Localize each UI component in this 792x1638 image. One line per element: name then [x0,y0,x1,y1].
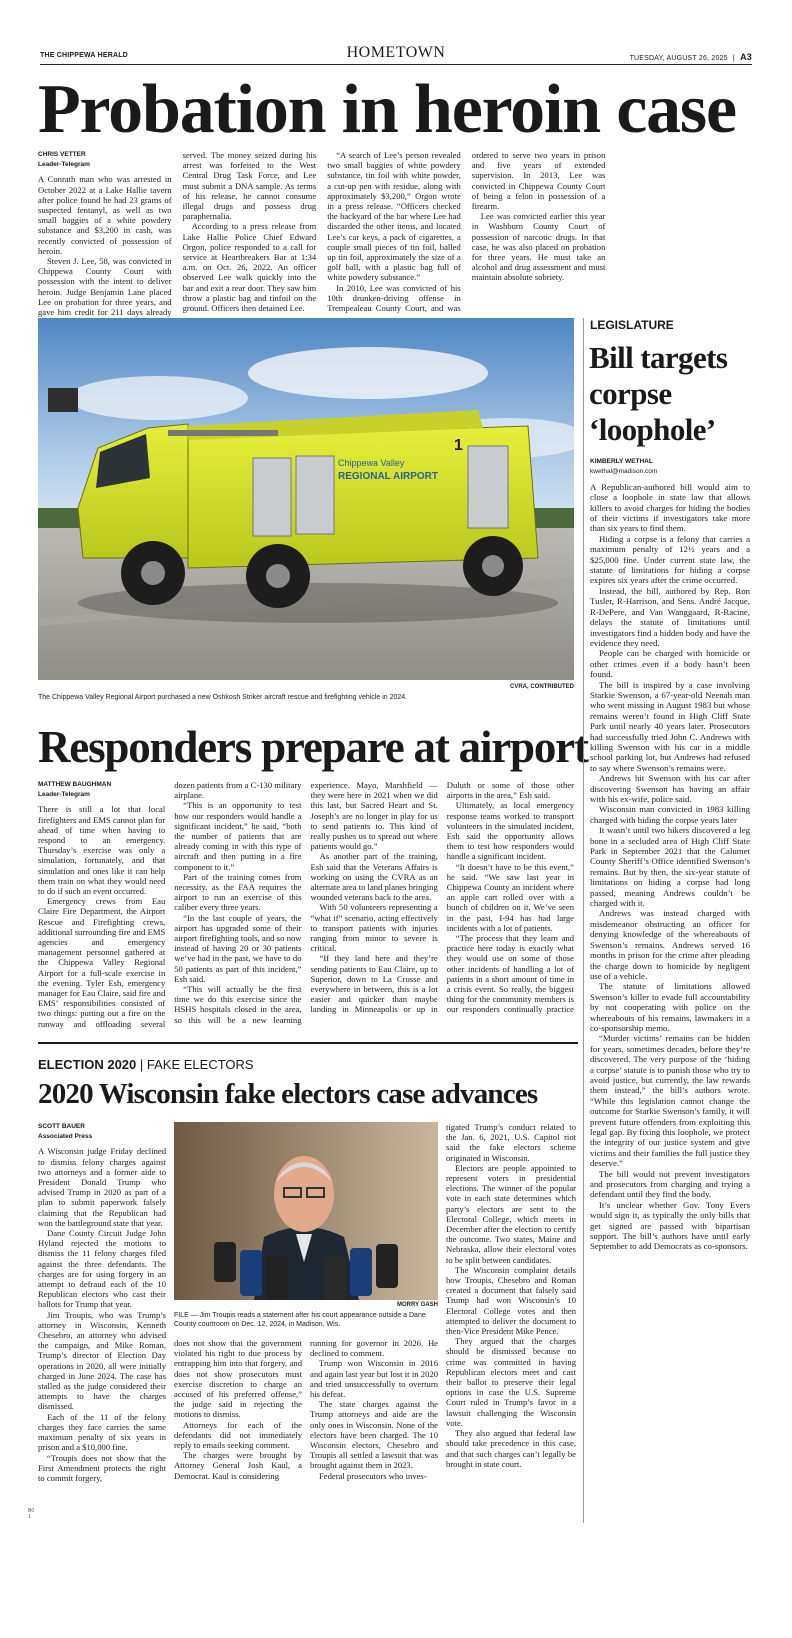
issue-date: TUESDAY, AUGUST 26, 2025 [629,55,728,62]
paragraph: Attorneys for each of the defendants did not immediately reply to emails seeking comment. [174,1419,302,1451]
paragraph: Emergency crews from Eau Claire Fire Department, the Airport Rescue and Firefighting crews, additional surrounding fire and EMS agencies and emergency management personnel gathered at the Chippewa Valley Regional Airport for a full-scale exercise in the evening. Tyler Esh, emergency manager for Eau Claire, said fire and EMS’ responsibilities consisted of two things: putting out a fire on the runway and offloading several dozen patients from a C-130 military airplane. [38,780,302,1029]
paragraph: The state charges against the Trump attorneys and aide are the only ones in Wisconsin. None of the electors have been charged. The 10 Wisconsin electors, Chesebro and Troupis all settled a lawsuit that was brought against them in 2023. [310,1399,438,1471]
paragraph: Dane County Circuit Judge John Hyland rejected the motions to dismiss the 11 felony charges filed against the three defendants. The charges are for using forgery in an attempt to defraud each of the 10 Republican electors who cast their ballots for Trump that year. [38,1228,166,1310]
byline-org: Leader-Telegram [38,791,90,799]
kicker-bold: ELECTION 2020 [38,1057,137,1072]
hubcap [266,564,290,588]
paragraph: “Troupis does not show that the First Amendment protects the right to commit forgery, [38,1452,166,1483]
byline-name: SCOTT BAUER [38,1123,85,1130]
cloud [248,347,488,399]
paragraph: In 2010, Lee was convicted of his 10th drunken-driving offense in Trempealeau County Court, and was ordered to serve two years in prison and five years of extended supervision. In 2013, Lee was convicted in Chippewa County Court of being a felon in possession of a firearm. [327,150,606,314]
paragraph: “In the last couple of years, the airport has upgraded some of their airport firefighting tools, and so now instead of having 20 or 30 patients we’ve had in the past, we have to do 50 patients as part of this incident,” Esh said. [174,912,302,984]
paragraph: As another part of the training, Esh said that the Veterans Affairs is working on using the CVRA as an alternate area to land planes bringing wounded veterans back to the area. [310,851,438,903]
paragraph: “A search of Lee’s person revealed two small baggies of white powdery substance, tin foil with white powder, a cut-up pen with residue, along with approximately $3,200,” Orgon wrote in a press release. “Officers checked the backyard of the bar where Lee had discarded the other items, and located Lee’s car keys, a pack of cigarettes, a couple small pieces of tin foil, balled up tin foil, approximately the size of a golf ball, with a plastic bag full of white powdery substance.” [327,150,461,283]
paragraph: “Murder victims’ remains can be hidden for years, sometimes decades, before they’re discovered. The very purpose of the ‘hiding a corpse’ statute is to punish those who try to avoid justice, but currently, the law rewards them instead,” the bill’s authors wrote. “While this legislation cannot change the outcome for Starkie Swenson’s family, it will prevent future offenders from exploiting this legal gap. By fixing this loophole, we protect the integrity of our justice system and give victims and their families the full justice they deserve.” [590,1033,750,1169]
byline-name: KIMBERLY WETHAL [590,458,653,465]
truck-number: 1 [454,437,463,454]
electors-col-1 [38,1122,166,1526]
masthead-rule [40,64,752,65]
sidebar-rule [583,318,584,1523]
paragraph: It’s unclear whether Gov. Tony Evers would sign it, as typically the only bills that get signed are passed with bipartisan support. The bill’s authors have until early September to add Democrats as co-sponsors. [590,1199,750,1252]
paragraph: Lee was convicted earlier this year in Washburn County Court of possession of narcotic drugs. In that case, he was also placed on probation for three years. He must take an alcohol and drug assessment and must maintain absolute sobriety. [471,211,606,283]
paragraph: Steven J. Lee, 58, was convicted in Chippewa County Court with possession with the intent to deliver heroin. Judge Benjamin Lane placed Lee on probation for three years, and gave him credit for 211 days already served. The money seized during his arrest was forfeited to the West Central Drug Task Force, and Lee must submit a DNA sample. As terms of his release, he cannot consume illegal drugs and possess drug paraphernalia. [38,150,317,318]
page-code-line: 1 [28,1514,31,1520]
page-code [28,1508,34,1520]
story-airport [38,780,574,1030]
paragraph: Federal prosecutors who inves- [319,1470,427,1481]
troupis-photo [174,1122,438,1300]
byline-name: MATTHEW BAUGHMAN [38,781,112,788]
electors-col-2-body [174,1338,302,1481]
paragraph: Instead, the bill, authored by Rep. Ron Tusler, R-Harrison, and Sens. André Jacque, R-DePere, and Van Wanggaard, R-Racine, delays the statute of limitations until investigators find a hidden body and have the evidence they need. [590,585,750,648]
compartment-door [468,446,508,528]
byline-org: Leader-Telegram [38,161,90,169]
kicker-separator: | [139,1057,144,1072]
truck-logo-line2: REGIONAL AIRPORT [338,471,439,482]
compartment-door [253,458,291,536]
truck-logo-line1: Chippewa Valley [338,458,405,468]
photo-caption: FILE — Jim Troupis reads a statement after his court appearance outside a Dane County courtroom on Dec. 12, 2024, in Madison, Wis. [174,1312,426,1328]
paragraph: does not show that the government violated his right to due process by entrapping him into that forgery, and does not show prosecutors must exercise discretion to charge an accused of his preferred offense,” the judge said in rejecting the motions to dismiss. [174,1338,302,1420]
photo-credit: CVRA, CONTRIBUTED [510,684,574,690]
story-corpse-body [590,457,750,1252]
paragraph: According to a press release from Lake Hallie Police Chief Edward Orgon, police responded to a call for service at Heartbreakers Bar at 1:34 a.m. on Oct. 26, 2022. An officer observed Lee walk quickly into the bar and exit a rear door. They saw him throw a plastic bag and tinfoil on the ground. Officers then detained Lee. [182,221,317,314]
paragraph: With 50 volunteers representing a “what if” scenario, acting effectively to transport patients with injuries ranging from minor to severe is critical. [310,902,438,954]
paragraph: Hiding a corpse is a felony that carries a maximum penalty of 12½ years and a $25,000 fine. Under current state law, the statute of limitations for hiding a corpse expires six years after the crime occurred. [590,533,750,586]
paragraph: “This is an opportunity to test how our responders would handle a significant incident,” he said, “both the number of patients that are already coming in with this type of aircraft and then putting in a fire component to it.” [174,800,302,872]
election-kicker [38,1057,254,1072]
paragraph: The Wisconsin complaint details how Troupis, Chesebro and Roman created a document that falsely said Trump had won Wisconsin’s 10 Electoral College votes and then attempted to deliver the document to then-Vice President Mike Pence. [446,1264,576,1337]
electors-headline: 2020 Wisconsin fake electors case advances [38,1078,538,1110]
paragraph: It wasn’t until two hikers discovered a leg bone in a secluded area of High Cliff State Park in September 2021 that the Calumet County Sheriff’s Office identified Swenson’s remains. But by then, the six-year statute of limitations on hiding a corpse had long passed, meaning Andrews couldn’t be charged with it. [590,825,750,909]
electors-col-1-body [38,1122,166,1483]
paragraph: Jim Troupis, who was Trump’s attorney in Wisconsin, Kenneth Chesebro, an attorney who advised the campaign, and Mike Roman, Trump’s director of Election Day operations in 2020, all were initially charged in June 2024. The case has stalled as the judge considered their attempts to have the charges dismissed. [38,1309,166,1412]
paragraph: A Wisconsin judge Friday declined to dismiss felony charges against two attorneys and a former aide to President Donald Trump who advised Trump in 2020 as part of a plan to submit paperwork falsely claiming that the Republican had won the battleground state that year. [38,1146,166,1228]
paragraph: “It doesn’t have to be this event,” he said. “We saw last year in Chippewa County an incident where an apple cart rolled over with a bunch of children on it. We’ve seen in the past, I-94 has had large incidents with a lot of patients. [446,861,574,933]
paragraph: People can be charged with homicide or other crimes even if a body hasn’t been found. [590,648,750,680]
electors-col-3-body [310,1338,438,1481]
paragraph: “This will actually be the first time we do this exercise since the HSHS hospitals closed in the area, so this will be a new learning experience. Mayo, Marshfield — they were here in 2021 when we did this last, but Sacred Heart and St. Joseph’s are no longer in play for us to send patients to. This kind of really pushes us to spread out where patients would go.” [174,780,438,1025]
photo-credit: MORRY GASH [396,1302,438,1308]
story-corpse [590,457,750,1526]
paragraph: They also argued that federal law should take precedence in this case, and that such charges can’t legally be brought in state court. [446,1428,576,1469]
hubcap [141,561,165,585]
paragraph: The bill would not prevent investigators and prosecutors from charging and trying a defendant until they find the body. [590,1168,750,1200]
electors-col-3 [310,1338,438,1526]
paragraph: Part of the training comes from necessity, as the FAA requires the airport to run an exercise of this caliber every three years. [174,871,302,913]
byline-name: CHRIS VETTER [38,151,86,158]
paragraph: The bill is inspired by a case involving Starkie Swenson, a 67-year-old Neenah man who went missing in August 1983 but whose remains weren’t found in High Cliff State Park until nearly 40 years later. Prosecutors had successfully tried John C. Andrews with killing Swenson with his car in a middle school parking lot, but Andrews had refused to say where Swenson’s remains were. [590,679,750,773]
troupis-illustration [174,1122,438,1300]
fire-truck-illustration [38,318,574,680]
page-code-line: B0 [28,1508,35,1514]
story-heroin-body [38,150,750,318]
roof-rail [168,430,278,436]
photo-caption: The Chippewa Valley Regional Airport purchased a new Oshkosh Striker aircraft rescue and firefighting vehicle in 2024. [38,694,408,701]
story-heroin [38,150,750,318]
electors-col-4 [446,1122,576,1526]
date-page: TUESDAY, AUGUST 26, 2025 | A3 [629,52,752,62]
paragraph: Andrews was instead charged with misdemeanor obstructing an officer for denying knowledge of the whereabouts of Swenson’s remains. Andrews served 16 months in prison for the crime after pleading the charge down to homicide by negligent use of a vehicle. [590,908,750,981]
sidebar-headline: Bill targets corpse ‘loophole’ [589,340,728,447]
paper-name: THE CHIPPEWA HERALD [40,52,128,59]
electors-col-4-body [446,1122,576,1469]
main-headline: Probation in heroin case [38,71,736,148]
paragraph: Wisconsin man convicted in 1983 killing charged with hiding the corpse years later [590,804,750,825]
paragraph: Andrews hit Swenson with his car after discovering Swenson has having an affair with his ex-wife, police said. [590,773,750,804]
paragraph: “The process that they learn and practice here today is exactly what they would use on some of those other incidents of handling a lot of patients in a short amount of time in a crisis event. So really, the biggest thing for the community members is our responders continually practice [446,933,574,1015]
paragraph: A Conrath man who was arrested in October 2022 at a Lake Hallie tavern after police found he had 23 grams of suspected fentanyl, as well as two small baggies of a white powdery substance and $3,200 in cash, was recently convicted of possession of heroin. [38,174,172,256]
paragraph: running for governor in 2026. He declined to comment. [310,1338,438,1359]
paragraph: Each of the 11 of the felony charges they face carries the same maximum penalty of six years in prison and a $10,000 fine. [38,1411,166,1453]
paragraph: Ultimately, as local emergency response teams worked to transport volunteers in the simulated incident, Esh said the opportunity allows them to test how responders would handle a significant incident. [446,800,574,862]
section-rule [38,1042,578,1044]
paragraph: A Republican-authored bill would aim to close a loophole in state law that allows killers to avoid charges for hiding the bodies of their victims if investigators take more than six years to find them. [590,481,750,534]
kicker-rest: FAKE ELECTORS [146,1057,254,1072]
paragraph: The statute of limitations allowed Swenson’s killer to evade full accountability by not cooperating with police on the whereabouts of his remains, lawmakers in a co-sponsorship memo. [590,981,750,1033]
compartment-door [296,456,334,534]
cloud [68,376,248,420]
paragraph: They argued that the charges should be dismissed because no crime was committed in having Republican electors meet and cast their ballot to preserve their legal options in case the U.S. Supreme Court ruled in Trump’s favor in a lawsuit challenging the Wisconsin vote. [446,1336,576,1428]
paragraph: The charges were brought by Attorney General Josh Kaul, a Democrat. Kaul is considering [174,1450,302,1481]
sidebar-label: LEGISLATURE [590,318,674,332]
hubcap [482,555,504,577]
airport-headline: Responders prepare at airport [38,722,588,772]
paragraph: “If they land here and they’re sending patients to Eau Claire, up to Superior, down to La Crosse and everywhere in between, this is a lot easier and quicker than maybe landing in Minneapolis or up in Duluth or some of those other airports in the area,” Esh said. [310,780,574,1015]
fire-truck-photo [38,318,574,680]
roof-turret [48,388,78,412]
byline-org: Associated Press [38,1133,93,1141]
electors-col-2 [174,1338,302,1526]
page-number: A3 [740,52,752,62]
section-name: HOMETOWN [346,44,446,61]
paragraph: Trump won Wisconsin in 2016 and again last year but lost it in 2020 and tried unsuccessfully to overturn his defeat. [310,1358,438,1400]
paragraph: tigated Trump’s conduct related to the Jan. 6, 2021, U.S. Capitol riot said the fake electors scheme originated in Wisconsin. [446,1122,576,1163]
paragraph: There is still a lot that local firefighters and EMS cannot plan for ahead of time when having to respond to an emergency. Thursday’s exercise was only a simulation, fortunately, and that simulation and ones like it can help them train on what they would need to do if such an event occurred. [38,804,166,897]
paragraph: Electors are people appointed to represent voters in presidential elections. The winner of the popular vote in each state determines which party’s electors are sent to the Electoral College, which meets in December after the election to certify the outcome. Two states, Maine and Nebraska, allow their electoral votes to be split between candidates. [446,1162,576,1265]
byline-email: kwethal@madison.com [590,468,658,476]
story-airport-body [38,780,574,1030]
